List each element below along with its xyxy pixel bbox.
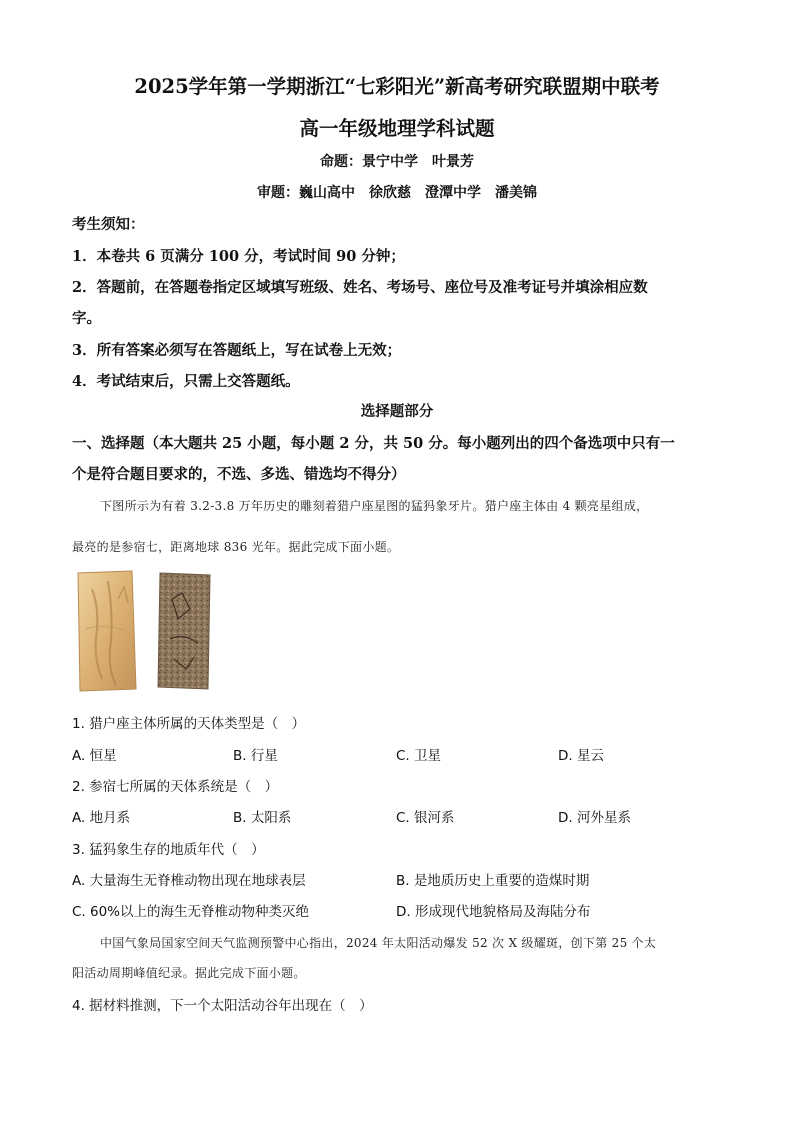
author-line: 命题：景宁中学 叶景芳 <box>320 154 474 170</box>
question-2-option-c[interactable]: C. 银河系 <box>396 810 455 826</box>
notice-item: 2．答题前，在答题卷指定区域填写班级、姓名、考场号、座位号及准考证号并填涂相应数 <box>72 279 648 296</box>
section-intro: 一、选择题（本大题共 25 小题，每小题 2 分，共 50 分。每小题列出的四个备选项中只有一 <box>72 435 675 452</box>
question-1-option-d[interactable]: D. 星云 <box>558 748 604 764</box>
mammoth-ivory-image <box>74 569 214 693</box>
question-3-stem: 3. 猛犸象生存的地质年代（ ） <box>72 842 265 858</box>
question-1-stem: 1. 猎户座主体所属的天体类型是（ ） <box>72 716 306 732</box>
question-2-stem: 2. 参宿七所属的天体系统是（ ） <box>72 779 279 795</box>
reviewer-line: 审题：巍山高中 徐欣慈 澄潭中学 潘美锦 <box>257 185 537 201</box>
material-text: 中国气象局国家空间天气监测预警中心指出，2024 年太阳活动爆发 52 次 X 级耀斑，创下第 25 个太 <box>100 936 657 950</box>
question-1-option-a[interactable]: A. 恒星 <box>72 748 117 764</box>
material-text: 下图所示为有着 3.2-3.8 万年历史的雕刻着猎户座星图的猛犸象牙片。猎户座主体由 4 颗亮星组成， <box>100 499 649 513</box>
material-text: 最亮的是参宿七，距离地球 836 光年。据此完成下面小题。 <box>72 540 400 554</box>
question-3-option-c[interactable]: C. 60%以上的海生无脊椎动物种类灭绝 <box>72 904 310 920</box>
section-intro: 个是符合题目要求的，不选、多选、错选均不得分） <box>72 466 406 483</box>
notice-heading: 考生须知： <box>72 216 145 233</box>
question-2-option-b[interactable]: B. 太阳系 <box>233 810 292 826</box>
question-2-option-a[interactable]: A. 地月系 <box>72 810 131 826</box>
question-2-option-d[interactable]: D. 河外星系 <box>558 810 631 826</box>
material-text: 阳活动周期峰值纪录。据此完成下面小题。 <box>72 966 306 980</box>
notice-item: 3．所有答案必须写在答题纸上，写在试卷上无效； <box>72 342 402 359</box>
question-1-option-c[interactable]: C. 卫星 <box>396 748 442 764</box>
question-4-stem: 4. 据材料推测，下一个太阳活动谷年出现在（ ） <box>72 998 373 1014</box>
notice-item: 4．考试结束后，只需上交答题纸。 <box>72 373 300 390</box>
question-1-option-b[interactable]: B. 行星 <box>233 748 278 764</box>
question-3-option-d[interactable]: D. 形成现代地貌格局及海陆分布 <box>396 904 591 920</box>
notice-item: 字。 <box>72 310 101 327</box>
exam-subtitle: 高一年级地理学科试题 <box>299 117 495 140</box>
question-3-option-a[interactable]: A. 大量海生无脊椎动物出现在地球表层 <box>72 873 306 889</box>
question-3-option-b[interactable]: B. 是地质历史上重要的造煤时期 <box>396 873 590 889</box>
section-title: 选择题部分 <box>360 403 434 420</box>
exam-title: 2025学年第一学期浙江“七彩阳光”新高考研究联盟期中联考 <box>134 75 660 98</box>
notice-item: 1．本卷共 6 页满分 100 分，考试时间 90 分钟； <box>72 248 405 265</box>
